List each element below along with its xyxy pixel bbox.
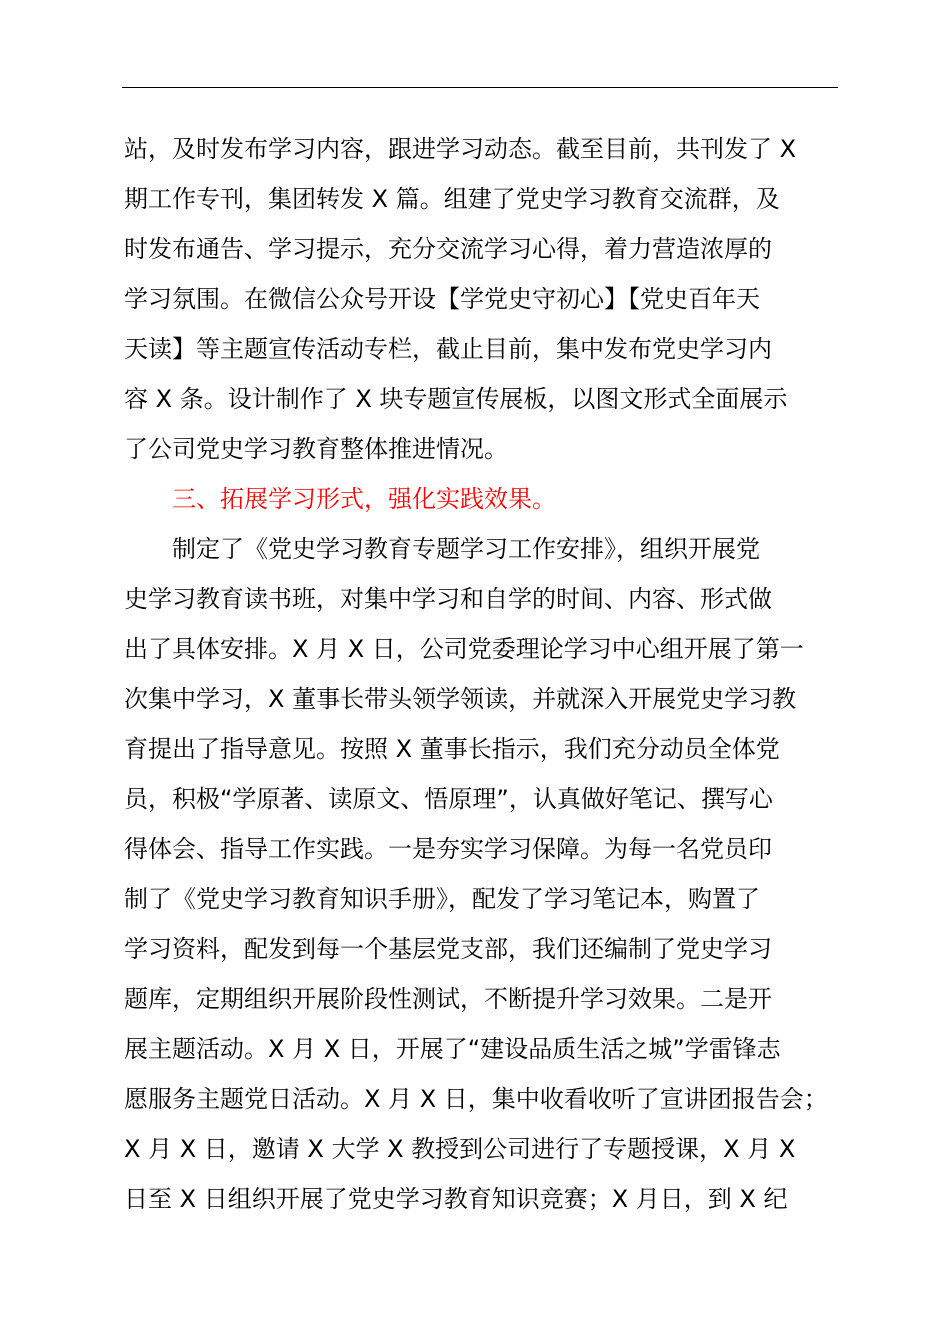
text-line: 时发布通告、学习提示，充分交流学习心得，着力营造浓厚的 [124,235,772,263]
text-line: 学习氛围。在微信公众号开设【学党史守初心】【党史百年天 [124,285,760,313]
text-line: 站，及时发布学习内容，跟进学习动态。截至目前，共刊发了 X [124,135,797,163]
text-line: 员，积极“学原著、读原文、悟原理”，认真做好笔记、撰写心 [124,785,773,813]
text-line: 学习资料，配发到每一个基层党支部，我们还编制了党史学习 [124,935,772,963]
text-line: 了公司党史学习教育整体推进情况。 [124,435,508,463]
text-line: 育提出了指导意见。按照 X 董事长指示，我们充分动员全体党 [124,735,780,763]
text-line: 容 X 条。设计制作了 X 块专题宣传展板，以图文形式全面展示 [124,385,788,413]
text-line: 展主题活动。X 月 X 日，开展了“建设品质生活之城”学雷锋志 [124,1035,781,1063]
text-line: X 月 X 日，邀请 X 大学 X 教授到公司进行了专题授课，X 月 X [124,1135,796,1163]
text-line: 史学习教育读书班，对集中学习和自学的时间、内容、形式做 [124,585,772,613]
text-line: 次集中学习，X 董事长带头领学领读，并就深入开展党史学习教 [124,685,797,713]
text-line: 出了具体安排。X 月 X 日，公司党委理论学习中心组开展了第一 [124,635,804,663]
section-heading: 三、拓展学习形式，强化实践效果。 [172,485,556,513]
header-rule [122,87,838,88]
text-line: 愿服务主题党日活动。X 月 X 日，集中收看收听了宣讲团报告会； [124,1085,828,1113]
text-line: 天读】等主题宣传活动专栏，截止目前，集中发布党史学习内 [124,335,772,363]
text-line: 期工作专刊，集团转发 X 篇。组建了党史学习教育交流群，及 [124,185,780,213]
paragraph-1 [124,124,836,474]
text-line: 制定了《党史学习教育专题学习工作安排》，组织开展党 [172,535,760,563]
text-line: 题库，定期组织开展阶段性测试，不断提升学习效果。二是开 [124,985,772,1013]
text-line: 制了《党史学习教育知识手册》，配发了学习笔记本，购置了 [124,885,760,913]
text-line: 得体会、指导工作实践。一是夯实学习保障。为每一名党员印 [124,835,772,863]
text-line: 日至 X 日组织开展了党史学习教育知识竞赛；X 月日，到 X 纪 [124,1185,788,1213]
body-text [124,124,836,1224]
paragraph-2 [124,524,836,1224]
